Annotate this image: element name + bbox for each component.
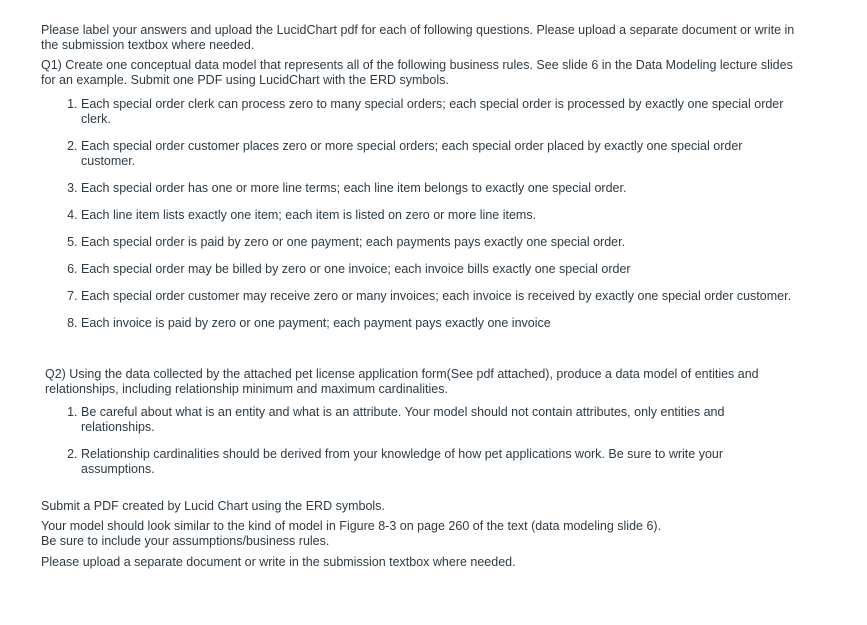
business-rule-5: 5. Each special order is paid by zero or one payment; each payments pays exactly one special order. <box>81 235 796 250</box>
question-2-text: Q2) Using the data collected by the attached pet license application form(See pdf attached), produce a data model of entities and relationships, including relationship minimum and maximum cardinalities. <box>45 367 759 396</box>
business-rule-3: 3. Each special order has one or more line terms; each line item belongs to exactly one special order. <box>81 181 796 196</box>
assignment-document <box>41 23 796 570</box>
business-rule-1: 1. Each special order clerk can process zero to many special orders; each special order is processed by exactly one special order clerk. <box>81 97 796 127</box>
question-1-text: Q1) Create one conceptual data model that represents all of the following business rules. See slide 6 in the Data Modeling lecture slides for an example. Submit one PDF using LucidChart with the ERD symbols. <box>41 58 793 87</box>
submit-instruction: Submit a PDF created by Lucid Chart using the ERD symbols. <box>41 499 385 513</box>
business-rule-7: 7. Each special order customer may receive zero or many invoices; each invoice is received by exactly one special order customer. <box>81 289 796 304</box>
business-rule-4: 4. Each line item lists exactly one item; each item is listed on zero or more line items. <box>81 208 796 223</box>
business-rule-6: 6. Each special order may be billed by zero or one invoice; each invoice bills exactly one special order <box>81 262 796 277</box>
business-rule-8: 8. Each invoice is paid by zero or one payment; each payment pays exactly one invoice <box>81 316 796 331</box>
intro-paragraph: Please label your answers and upload the LucidChart pdf for each of following questions. Please upload a separate document or write in the submission textbox where needed. <box>41 23 795 52</box>
business-rule-2: 2. Each special order customer places zero or more special orders; each special order placed by exactly one special order customer. <box>81 139 796 169</box>
include-assumptions-instruction: Be sure to include your assumptions/business rules. <box>41 534 330 548</box>
question-2-note-2: 2. Relationship cardinalities should be derived from your knowledge of how pet applications work. Be sure to write your assumptions. <box>81 447 796 477</box>
upload-instruction: Please upload a separate document or write in the submission textbox where needed. <box>41 555 516 569</box>
question-2-notes-list <box>41 405 796 477</box>
similar-model-instruction: Your model should look similar to the kind of model in Figure 8-3 on page 260 of the text (data modeling slide 6). <box>41 519 662 533</box>
business-rules-list <box>41 97 796 331</box>
question-2-note-1: 1. Be careful about what is an entity and what is an attribute. Your model should not contain attributes, only entities and relationships. <box>81 405 796 435</box>
